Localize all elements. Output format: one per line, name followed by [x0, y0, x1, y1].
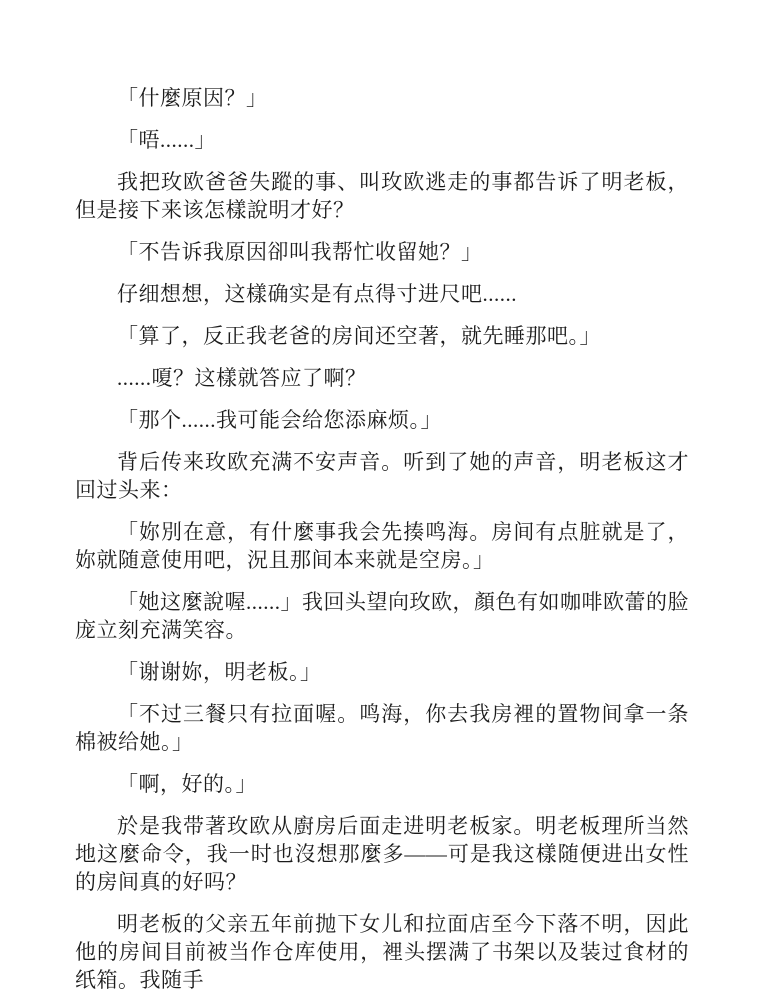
paragraph-dialogue-9: 「啊，好的。」 — [117, 772, 257, 796]
paragraph-dialogue-4: 「算了，反正我老爸的房间还空著，就先睡那吧。」 — [117, 324, 601, 348]
paragraph-narration-5: 「她这麼說喔......」我回头望向玫欧，顏色有如咖啡欧蕾的脸庞立刻充满笑容。 — [75, 590, 689, 642]
paragraph-narration-7: 明老板的父亲五年前抛下女儿和拉面店至今下落不明，因此他的房间目前被当作仓库使用，裡头摆满了书架以及装过食材的纸箱。我随手 — [75, 912, 689, 992]
paragraph-dialogue-3: 「不告诉我原因卻叫我帮忙收留她？」 — [117, 240, 483, 264]
paragraph-dialogue-6: 「妳別在意，有什麼事我会先揍鸣海。房间有点脏就是了，妳就随意使用吧，況且那间本来就是空房。」 — [75, 520, 689, 572]
paragraph-narration-4: 背后传来玫欧充满不安声音。听到了她的声音，明老板这才回过头来： — [75, 450, 689, 502]
paragraph-narration-2: 仔细想想，这樣确实是有点得寸进尺吧...... — [117, 282, 517, 306]
paragraph-dialogue-7: 「谢谢妳，明老板。」 — [117, 660, 322, 684]
paragraph-dialogue-8: 「不过三餐只有拉面喔。鸣海，你去我房裡的置物间拿一条棉被给她。」 — [75, 702, 689, 754]
paragraph-narration-6: 於是我带著玫欧从廚房后面走进明老板家。明老板理所当然地这麼命令，我一时也沒想那麼多——可是我这樣随便进出女性的房间真的好吗？ — [75, 814, 689, 894]
paragraph-dialogue-5: 「那个......我可能会给您添麻烦。」 — [117, 408, 442, 432]
paragraph-dialogue-1: 「什麼原因？」 — [117, 86, 268, 110]
paragraph-narration-1: 我把玫欧爸爸失蹤的事、叫玫欧逃走的事都告诉了明老板，但是接下来该怎樣說明才好？ — [75, 170, 689, 222]
paragraph-narration-3: ......嗄？这樣就答应了啊？ — [117, 366, 367, 390]
paragraph-dialogue-2: 「唔......」 — [117, 128, 216, 152]
